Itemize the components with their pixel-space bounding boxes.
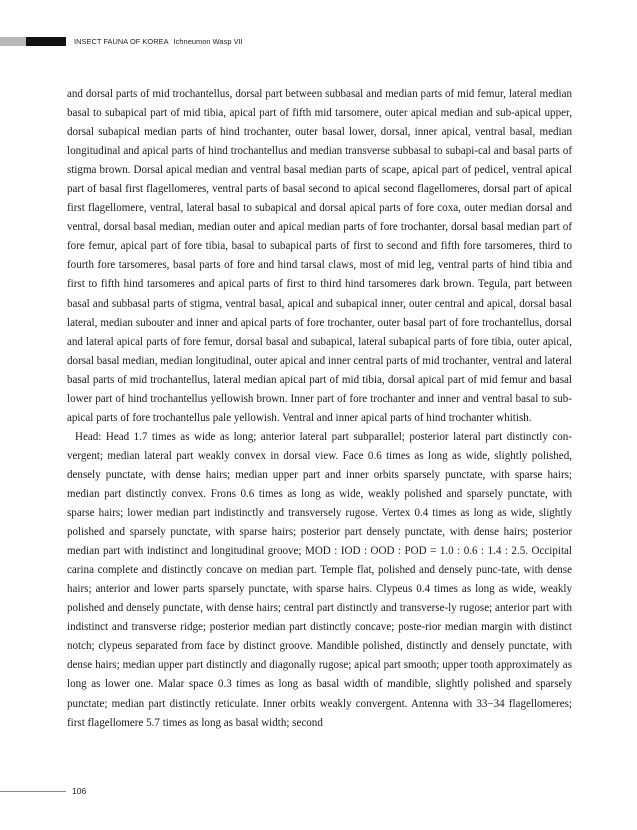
header-series-title: INSECT FAUNA OF KOREA	[74, 37, 169, 46]
paragraph-coloration: and dorsal parts of mid trochantellus, dorsal part between subbasal and median parts of mid femur, lateral median basal to subapical part of mid tibia, apical part of fifth mid tarsomere, outer apical median and sub-apical upper, dorsal subapical median parts of hind trochanter, outer basal lower, dorsal, inner apical, ventral basal, median longitudinal and apical parts of hind trochantellus and median transverse subbasal to subapi-cal and basal parts of stigma brown. Dorsal apical median and ventral basal median parts of scape, apical part of pedicel, ventral apical part of basal first flagellomeres, ventral parts of basal second to apical second flagellomeres, dorsal part of apical first flagellomere, ventral, lateral basal to subapical and dorsal apical parts of fore coxa, outer median dorsal and ventral, dorsal basal median, median outer and apical median parts of fore trochanter, dorsal basal median part of fore femur, apical part of fore tibia, basal to subapical parts of first to second and fifth fore tarsomeres, third to fourth fore tarsomeres, basal parts of fore and hind tarsal claws, most of mid leg, ventral parts of hind tibia and first to fifth hind tarsomeres and apical parts of first to third hind tarsomeres dark brown. Tegula, part between basal and subbasal parts of stigma, ventral basal, apical and subapical inner, outer central and apical, dorsal basal lateral, median subouter and inner and apical parts of fore trochanter, outer basal part of fore trochantellus, dorsal and lateral apical parts of fore femur, dorsal basal and subapical, lateral subapical parts of fore tibia, outer apical, dorsal basal median, median longitudinal, outer apical and inner central parts of mid trochanter, ventral and lateral basal parts of mid trochantellus, lateral median apical part of mid tibia, dorsal apical part of mid femur and basal lower part of hind trochantellus yellowish brown. Inner part of fore trochanter and inner and ventral basal to sub-apical parts of fore trochantellus pale yellowish. Ventral and inner apical parts of hind trochanter whitish.	[67, 88, 572, 424]
paragraph-head: Head: Head 1.7 times as wide as long; anterior lateral part subparallel; posterior lateral part distinctly con-vergent; median lateral part weakly convex in dorsal view. Face 0.6 times as long as wide, slightly polished, densely punctate, with dense hairs; median upper part and inner orbits sparsely punctate, with sparse hairs; median part distinctly convex. Frons 0.6 times as long as wide, weakly polished and sparsely punctate, with sparse hairs; lower median part indistinctly and transversely rugose. Vertex 0.4 times as long as wide, slightly polished and sparsely punctate, with sparse hairs; posterior part densely punctate, with dense hairs; posterior median part with indistinct and longitudinal groove; MOD : IOD : OOD : POD = 1.0 : 0.6 : 1.4 : 2.5. Occipital carina complete and distinctly concave on median part. Temple flat, polished and densely punc-tate, with dense hairs; anterior and lower parts sparsely punctate, with sparse hairs. Clypeus 0.4 times as long as wide, weakly polished and densely punctate, with dense hairs; central part distinctly and transverse-ly rugose; anterior part with indistinct and transverse ridge; posterior median part distinctly concave; poste-rior median margin with distinct notch; clypeus separated from face by distinct groove. Mandible polished, distinctly and densely punctate, with dense hairs; median upper part distinctly and diagonally rugose; apical part smooth; upper tooth approximately as long as lower one. Malar space 0.3 times as long as basal width of mandible, slightly polished and sparsely punctate; median part distinctly reticulate. Inner orbits weakly convergent. Antenna with 33−34 flagellomeres; first flagellomere 5.7 times as long as basal width; second	[67, 430, 572, 729]
header-black-bar	[26, 37, 66, 46]
page-number: 106	[72, 786, 87, 796]
body-text	[67, 85, 572, 733]
header-volume-title: Ichneumon Wasp VII	[173, 37, 243, 46]
footer-rule	[0, 791, 66, 792]
header-gray-bar	[0, 37, 26, 46]
running-header	[74, 37, 243, 46]
